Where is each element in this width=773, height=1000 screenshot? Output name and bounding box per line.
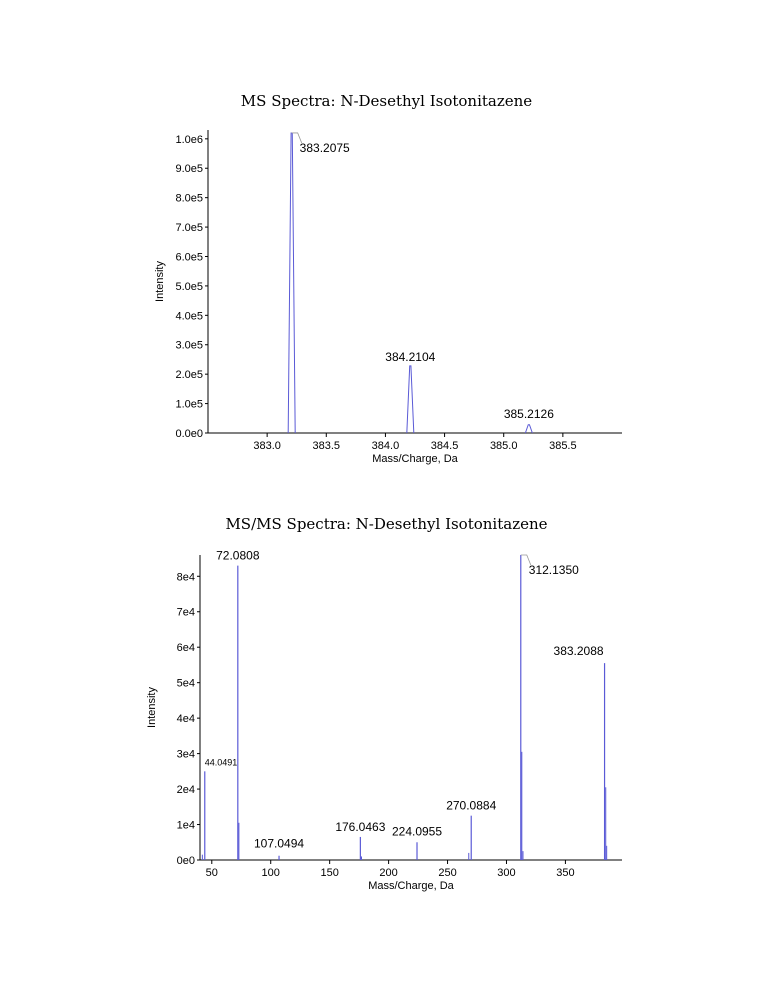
peak-label: 176.0463 [335, 819, 386, 834]
y-tick-label: 1e4 [176, 819, 195, 832]
peak-label: 107.0494 [254, 836, 305, 851]
y-tick-label: 8.0e5 [175, 192, 203, 205]
x-tick-label: 150 [320, 867, 339, 879]
y-tick-label: 4e4 [176, 713, 195, 726]
x-axis-label: Mass/Charge, Da [372, 453, 458, 465]
peak-label: 270.0884 [446, 798, 497, 813]
y-tick-label: 5.0e5 [175, 280, 203, 293]
peak [407, 366, 414, 433]
y-tick-label: 9.0e5 [175, 163, 203, 176]
y-tick-label: 3.0e5 [175, 339, 203, 352]
peak-label: 384.2104 [385, 349, 436, 364]
y-tick-label: 1.0e5 [175, 398, 203, 411]
x-tick-label: 383.5 [312, 440, 341, 452]
x-tick-label: 300 [497, 867, 516, 879]
x-axis-label: Mass/Charge, Da [368, 880, 454, 892]
y-tick-label: 7.0e5 [175, 222, 203, 235]
y-tick-label: 7e4 [176, 606, 195, 619]
y-tick-label: 1.0e6 [175, 133, 203, 146]
x-tick-label: 385.0 [489, 440, 518, 452]
x-tick-label: 384.5 [430, 440, 459, 452]
peak-label: 383.2088 [553, 644, 604, 659]
x-tick-label: 350 [556, 867, 575, 879]
peak-label: 224.0955 [391, 824, 443, 839]
chart-title: MS Spectra: N-Desethyl Isotonitazene [240, 92, 533, 110]
x-tick-label: 200 [379, 867, 398, 879]
y-tick-label: 2.0e5 [175, 369, 203, 382]
peak-label: 44.0491 [204, 757, 238, 768]
peak-label: 385.2126 [503, 406, 554, 421]
peak [525, 425, 532, 433]
y-tick-label: 3e4 [176, 748, 195, 761]
x-tick-label: 250 [438, 867, 457, 879]
peak-label: 383.2075 [299, 140, 350, 155]
y-tick-label: 6.0e5 [175, 251, 203, 264]
x-tick-label: 100 [261, 867, 280, 879]
msms-spectrum-chart [0, 505, 773, 905]
x-tick-label: 50 [205, 867, 218, 879]
y-axis-label: Intensity [146, 687, 158, 728]
ms-spectrum-chart [0, 80, 773, 480]
peak [288, 133, 295, 433]
y-tick-label: 0e0 [176, 855, 195, 867]
y-tick-label: 4.0e5 [175, 310, 203, 323]
y-tick-label: 2e4 [176, 784, 195, 797]
msms-spectrum-plot [0, 505, 773, 905]
y-tick-label: 6e4 [176, 642, 195, 655]
y-tick-label: 0.0e0 [175, 428, 203, 440]
x-tick-label: 385.5 [549, 440, 577, 452]
y-tick-label: 8e4 [176, 571, 195, 584]
peak-label: 72.0808 [216, 548, 260, 563]
peak-label: 312.1350 [528, 563, 579, 577]
chart-title: MS/MS Spectra: N-Desethyl Isotonitazene [225, 515, 548, 533]
ms-spectrum-plot [0, 80, 773, 480]
x-tick-label: 384.0 [371, 440, 400, 452]
y-axis-label: Intensity [154, 261, 166, 302]
x-tick-label: 383.0 [253, 440, 281, 452]
y-tick-label: 5e4 [176, 677, 195, 690]
